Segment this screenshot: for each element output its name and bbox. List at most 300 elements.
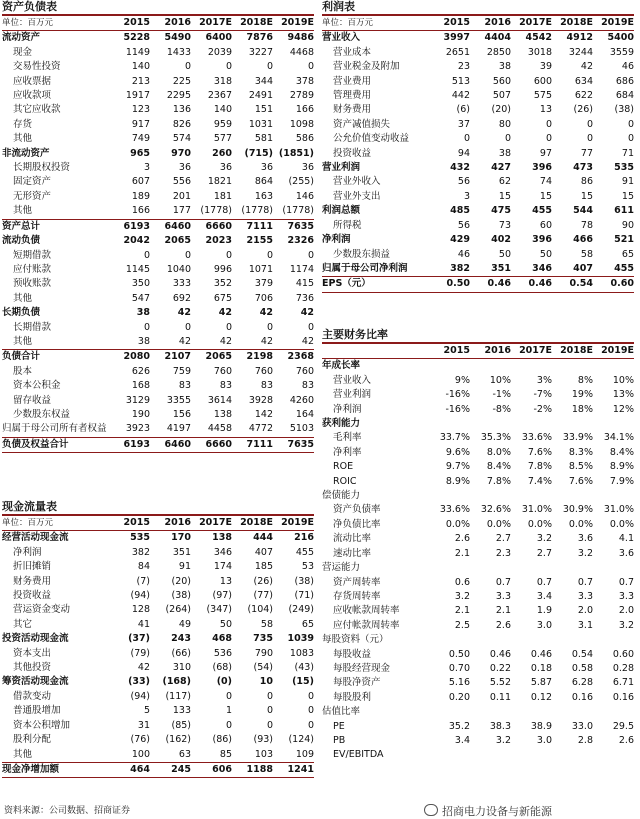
table-row: [322, 31, 634, 46]
table-cell: (1778): [282, 205, 314, 217]
year-header: 2019E: [273, 516, 314, 531]
table-cell: 38: [498, 61, 511, 73]
table-cell: 5: [143, 705, 150, 717]
table-cell: 0: [307, 719, 314, 731]
table-cell: 0.60: [612, 648, 634, 660]
table-cell: 1.9: [536, 605, 552, 617]
table-cell: 3997: [443, 32, 470, 44]
table-cell: 432: [450, 162, 470, 174]
table-cell: 13: [219, 575, 232, 587]
table-cell: 168: [131, 380, 150, 392]
year-header: 2016: [470, 16, 511, 31]
table-cell: 396: [532, 162, 552, 174]
table-row: [2, 60, 314, 74]
table-cell: 35.3%: [480, 432, 511, 444]
table-cell: 42: [178, 335, 191, 347]
row-label: 归属于母公司所有者权益: [2, 423, 107, 435]
table-cell: 2.0: [577, 605, 593, 617]
year-header: 2019E: [593, 16, 634, 31]
table-cell: 0: [266, 719, 273, 731]
table-cell: 50: [498, 248, 511, 260]
table-cell: 36: [301, 162, 314, 174]
table-row: [2, 762, 314, 777]
table-cell: 0: [307, 61, 314, 73]
table-cell: 1433: [166, 46, 191, 58]
balance-sheet-title: 资产负债表: [2, 0, 57, 13]
table-cell: 3614: [207, 394, 232, 406]
table-cell: 50: [539, 248, 552, 260]
table-cell: (94): [130, 590, 150, 602]
table-cell: 333: [172, 278, 191, 290]
table-cell: 3.2: [495, 734, 511, 746]
table-row: [2, 175, 314, 189]
header-row: [2, 516, 314, 531]
row-label: 每股净资产: [333, 677, 381, 689]
table-cell: 0.0%: [486, 518, 511, 530]
table-cell: 864: [254, 176, 273, 188]
table-row: [322, 503, 634, 517]
table-cell: 53: [301, 561, 314, 573]
source-note: 资料来源：公司数据、招商证券: [4, 806, 131, 816]
table-cell: 12%: [612, 403, 634, 415]
table-cell: 109: [295, 748, 314, 760]
table-cell: 1083: [289, 647, 314, 659]
table-cell: 1039: [287, 633, 314, 645]
table-cell: 442: [451, 90, 470, 102]
table-cell: 2850: [486, 46, 511, 58]
table-cell: 4458: [207, 423, 232, 435]
table-cell: 33.0: [571, 720, 593, 732]
row-label: 每股经营现金: [333, 662, 391, 674]
table-row: [2, 733, 314, 747]
table-cell: 0.54: [552, 277, 593, 292]
table-row: [2, 632, 314, 646]
table-row: [2, 704, 314, 718]
table-cell: 0.12: [530, 691, 552, 703]
table-cell: 33.7%: [439, 432, 470, 444]
table-cell: 7111: [232, 219, 273, 234]
row-label: 现金净增加额: [2, 762, 109, 777]
table-cell: 536: [213, 647, 232, 659]
table-cell: 77: [580, 147, 593, 159]
table-cell: 30.9%: [562, 504, 593, 516]
table-cell: 0.16: [612, 691, 634, 703]
table-cell: 50: [219, 618, 232, 630]
table-cell: 31: [137, 719, 150, 731]
table-cell: 407: [573, 262, 593, 274]
table-cell: 3.4: [536, 590, 552, 602]
table-cell: 2042: [123, 235, 150, 247]
row-label: 资产周转率: [333, 576, 381, 588]
table-cell: 2.0: [618, 605, 634, 617]
table-cell: 1040: [166, 263, 191, 275]
table-cell: -7%: [533, 389, 552, 401]
table-cell: 318: [213, 75, 232, 87]
year-header: 2016: [150, 516, 191, 531]
table-row: [322, 619, 634, 633]
table-cell: 0: [463, 133, 470, 145]
table-row: [322, 75, 634, 89]
row-label: 每股收益: [333, 648, 372, 660]
unit-label: 单位：百万元: [2, 516, 109, 531]
table-cell: 6660: [191, 437, 232, 452]
table-cell: 2023: [205, 235, 232, 247]
table-cell: 4542: [525, 32, 552, 44]
table-cell: 65: [621, 248, 634, 260]
table-cell: 686: [615, 75, 634, 87]
year-header: 2016: [470, 344, 511, 359]
table-cell: (43): [294, 662, 314, 674]
table-cell: (162): [165, 734, 191, 746]
table-cell: 78: [580, 219, 593, 231]
table-cell: 3.2: [618, 619, 634, 631]
table-cell: 3355: [166, 394, 191, 406]
table-cell: 90: [621, 219, 634, 231]
table-cell: 352: [213, 278, 232, 290]
row-label: ROIC: [333, 475, 357, 487]
table-cell: 166: [295, 104, 314, 116]
table-cell: 611: [614, 205, 634, 217]
table-cell: 396: [532, 234, 552, 246]
table-cell: 151: [254, 104, 273, 116]
year-header: 2017E: [191, 516, 232, 531]
table-cell: -16%: [445, 403, 470, 415]
row-label: 每股资料（元）: [322, 634, 389, 646]
table-cell: 35.2: [448, 720, 470, 732]
ratios-title: 主要财务比率: [322, 328, 388, 341]
row-label: 预收账款: [13, 278, 52, 290]
row-label: 筹资活动现金流: [2, 676, 69, 688]
table-cell: (26): [573, 104, 593, 116]
table-cell: 19%: [571, 389, 593, 401]
table-cell: 260: [212, 147, 232, 159]
table-cell: 382: [450, 262, 470, 274]
table-cell: 586: [295, 133, 314, 145]
table-cell: 42: [259, 307, 273, 319]
table-cell: 402: [491, 234, 511, 246]
table-cell: 189: [131, 190, 150, 202]
table-cell: 735: [253, 633, 273, 645]
year-header: 2018E: [552, 344, 593, 359]
income-table: [322, 16, 634, 293]
row-label: 其他: [13, 335, 33, 347]
table-row: [322, 147, 634, 161]
table-cell: 6460: [150, 437, 191, 452]
row-label: 营业利润: [333, 389, 372, 401]
table-cell: 0: [586, 118, 593, 130]
table-cell: (85): [171, 719, 191, 731]
table-cell: 216: [294, 532, 314, 544]
table-cell: 0.6: [454, 576, 470, 588]
table-cell: 94: [457, 147, 470, 159]
table-cell: 475: [491, 205, 511, 217]
table-row: [322, 403, 634, 417]
table-cell: (347): [206, 604, 232, 616]
table-cell: 13%: [612, 389, 634, 401]
row-label: 无形资产: [13, 190, 52, 202]
row-label: 投资活动现金流: [2, 633, 69, 645]
table-row: [2, 748, 314, 763]
row-label: 长期股权投资: [13, 162, 71, 174]
table-cell: 0.7: [577, 576, 593, 588]
table-cell: 0.0%: [609, 518, 634, 530]
table-cell: 351: [491, 262, 511, 274]
table-cell: 444: [253, 532, 273, 544]
table-cell: 455: [614, 262, 634, 274]
table-cell: 7.4%: [527, 475, 552, 487]
row-label: 估值比率: [322, 706, 361, 718]
table-cell: 56: [457, 219, 470, 231]
table-cell: 174: [213, 561, 232, 573]
table-cell: (38): [171, 590, 191, 602]
row-label: 存货: [13, 118, 33, 130]
table-cell: 2.8: [577, 734, 593, 746]
table-cell: (264): [165, 604, 191, 616]
row-label: 营运能力: [322, 562, 361, 574]
table-cell: 0: [627, 118, 634, 130]
table-cell: 0.16: [571, 691, 593, 703]
row-label: 营运资金变动: [13, 604, 71, 616]
table-cell: 58: [260, 618, 273, 630]
table-row: [2, 306, 314, 320]
table-cell: 0: [143, 249, 150, 261]
table-cell: 749: [131, 133, 150, 145]
table-cell: 378: [295, 75, 314, 87]
row-label: 营业利润: [322, 162, 361, 174]
row-label: 其他: [13, 292, 33, 304]
row-label: 财务费用: [13, 575, 52, 587]
table-cell: 379: [254, 278, 273, 290]
table-row: [2, 661, 314, 675]
table-cell: 3.3: [577, 590, 593, 602]
table-row: [2, 690, 314, 704]
table-row: [322, 648, 634, 662]
table-row: [322, 489, 634, 503]
row-label: EV/EBITDA: [333, 749, 384, 761]
table-cell: 33.9%: [562, 432, 593, 444]
unit-label: 单位：百万元: [322, 16, 429, 31]
row-label: 负债合计: [2, 350, 109, 365]
table-row: [322, 233, 634, 247]
table-cell: 2789: [289, 90, 314, 102]
table-cell: 407: [254, 546, 273, 558]
table-cell: [470, 633, 511, 647]
table-cell: 38: [136, 307, 150, 319]
unit-label: [322, 344, 429, 359]
table-cell: 575: [533, 90, 552, 102]
row-label: 其他: [13, 748, 33, 760]
table-cell: 33.6%: [439, 504, 470, 516]
table-cell: 5.52: [489, 677, 511, 689]
table-row: [322, 262, 634, 277]
table-row: [322, 60, 634, 74]
row-label: 长期借款: [13, 321, 52, 333]
table-cell: 49: [178, 618, 191, 630]
table-row: [2, 234, 314, 248]
table-cell: 736: [295, 292, 314, 304]
row-label: 存货周转率: [333, 590, 381, 602]
table-cell: 3.2: [536, 533, 552, 545]
table-row: [2, 219, 314, 234]
table-cell: 2065: [191, 350, 232, 365]
table-cell: (104): [247, 604, 273, 616]
table-cell: 7635: [273, 219, 314, 234]
table-row: [2, 560, 314, 574]
table-cell: 146: [295, 190, 314, 202]
table-cell: 0: [266, 61, 273, 73]
table-cell: 83: [260, 380, 273, 392]
table-cell: 0.18: [530, 662, 552, 674]
table-row: [2, 350, 314, 365]
table-cell: 3.0: [536, 734, 552, 746]
table-cell: 310: [172, 662, 191, 674]
table-row: [2, 292, 314, 306]
table-cell: 5103: [289, 423, 314, 435]
table-cell: 58: [580, 248, 593, 260]
table-cell: 3.6: [618, 547, 634, 559]
table-cell: 46: [457, 248, 470, 260]
table-cell: (6): [456, 104, 470, 116]
table-cell: 6.71: [612, 677, 634, 689]
year-header: 2015: [109, 16, 150, 31]
table-cell: (97): [212, 590, 232, 602]
table-cell: 0: [225, 719, 232, 731]
table-cell: 917: [131, 118, 150, 130]
table-cell: 547: [131, 292, 150, 304]
table-cell: 0: [307, 705, 314, 717]
table-row: [2, 249, 314, 263]
table-cell: (1778): [200, 205, 232, 217]
table-cell: 42: [177, 307, 191, 319]
table-cell: [593, 561, 634, 575]
table-cell: 42: [260, 335, 273, 347]
row-label: 每股股利: [333, 691, 372, 703]
table-cell: 1031: [248, 118, 273, 130]
table-row: [2, 575, 314, 589]
table-cell: 185: [254, 561, 273, 573]
table-cell: 8.9%: [445, 475, 470, 487]
header-row: [2, 16, 314, 31]
table-row: [322, 431, 634, 445]
row-label: 净利润: [13, 546, 42, 558]
table-row: [2, 31, 314, 46]
row-label: 交易性投资: [13, 61, 61, 73]
row-label: PE: [333, 720, 345, 732]
table-cell: [429, 561, 470, 575]
table-cell: 3.3: [495, 590, 511, 602]
table-row: [2, 408, 314, 422]
table-cell: 0: [225, 690, 232, 702]
table-cell: 73: [498, 219, 511, 231]
table-cell: 2039: [207, 46, 232, 58]
table-cell: 0.28: [612, 662, 634, 674]
table-cell: 140: [213, 104, 232, 116]
table-cell: 965: [130, 147, 150, 159]
balance-sheet-table: [2, 16, 314, 453]
year-header: 2015: [109, 516, 150, 531]
table-row: [2, 618, 314, 632]
table-cell: 466: [573, 234, 593, 246]
table-row: [322, 118, 634, 132]
table-cell: 42: [301, 335, 314, 347]
table-cell: 0: [504, 133, 511, 145]
table-cell: [470, 417, 511, 431]
table-cell: 133: [172, 705, 191, 717]
table-cell: 1145: [125, 263, 150, 275]
row-label: 净负债比率: [333, 518, 381, 530]
table-cell: 675: [213, 292, 232, 304]
table-cell: (71): [294, 590, 314, 602]
row-label: 留存收益: [13, 394, 52, 406]
table-cell: 581: [254, 133, 273, 145]
table-row: [322, 89, 634, 103]
table-cell: (1778): [241, 205, 273, 217]
table-cell: 6460: [150, 219, 191, 234]
table-cell: 42: [219, 335, 232, 347]
table-cell: 7.6%: [527, 446, 552, 458]
row-label: EPS（元）: [322, 277, 429, 292]
table-row: [322, 417, 634, 431]
table-cell: [593, 633, 634, 647]
table-cell: 7.6%: [568, 475, 593, 487]
table-cell: 7.9%: [609, 475, 634, 487]
row-label: 投资收益: [13, 590, 52, 602]
table-cell: 136: [172, 104, 191, 116]
table-cell: 4912: [566, 32, 593, 44]
table-row: [322, 190, 634, 204]
table-cell: 29.5: [612, 720, 634, 732]
row-label: 流动资产: [2, 32, 41, 44]
table-cell: 7.8%: [527, 461, 552, 473]
year-header: 2018E: [552, 16, 593, 31]
table-cell: 6193: [109, 219, 150, 234]
table-cell: [470, 705, 511, 719]
table-cell: 0: [184, 321, 191, 333]
table-cell: 201: [172, 190, 191, 202]
row-label: 流动负债: [2, 235, 41, 247]
table-cell: 36: [260, 162, 273, 174]
table-cell: 32.6%: [480, 504, 511, 516]
table-cell: 2.6: [495, 619, 511, 631]
table-cell: (124): [288, 734, 314, 746]
table-row: [322, 633, 634, 647]
table-cell: 2065: [164, 235, 191, 247]
table-cell: 535: [614, 162, 634, 174]
row-label: 所得税: [333, 219, 362, 231]
table-cell: (93): [253, 734, 273, 746]
table-cell: 2368: [273, 350, 314, 365]
unit-label: 单位：百万元: [2, 16, 109, 31]
table-cell: 0.54: [571, 648, 593, 660]
table-cell: 3559: [609, 46, 634, 58]
table-cell: 71: [621, 147, 634, 159]
table-cell: 0.70: [448, 662, 470, 674]
table-cell: 138: [213, 408, 232, 420]
table-cell: 760: [213, 365, 232, 377]
wechat-icon: [424, 804, 438, 816]
table-cell: 521: [614, 234, 634, 246]
table-cell: [511, 417, 552, 431]
table-cell: 80: [498, 118, 511, 130]
table-cell: 2107: [150, 350, 191, 365]
table-cell: 9.7%: [445, 461, 470, 473]
cashflow-table: [2, 516, 314, 778]
table-cell: 128: [131, 604, 150, 616]
table-row: [322, 576, 634, 590]
table-cell: 8.5%: [568, 461, 593, 473]
table-cell: 0: [225, 321, 232, 333]
table-row: [2, 394, 314, 408]
